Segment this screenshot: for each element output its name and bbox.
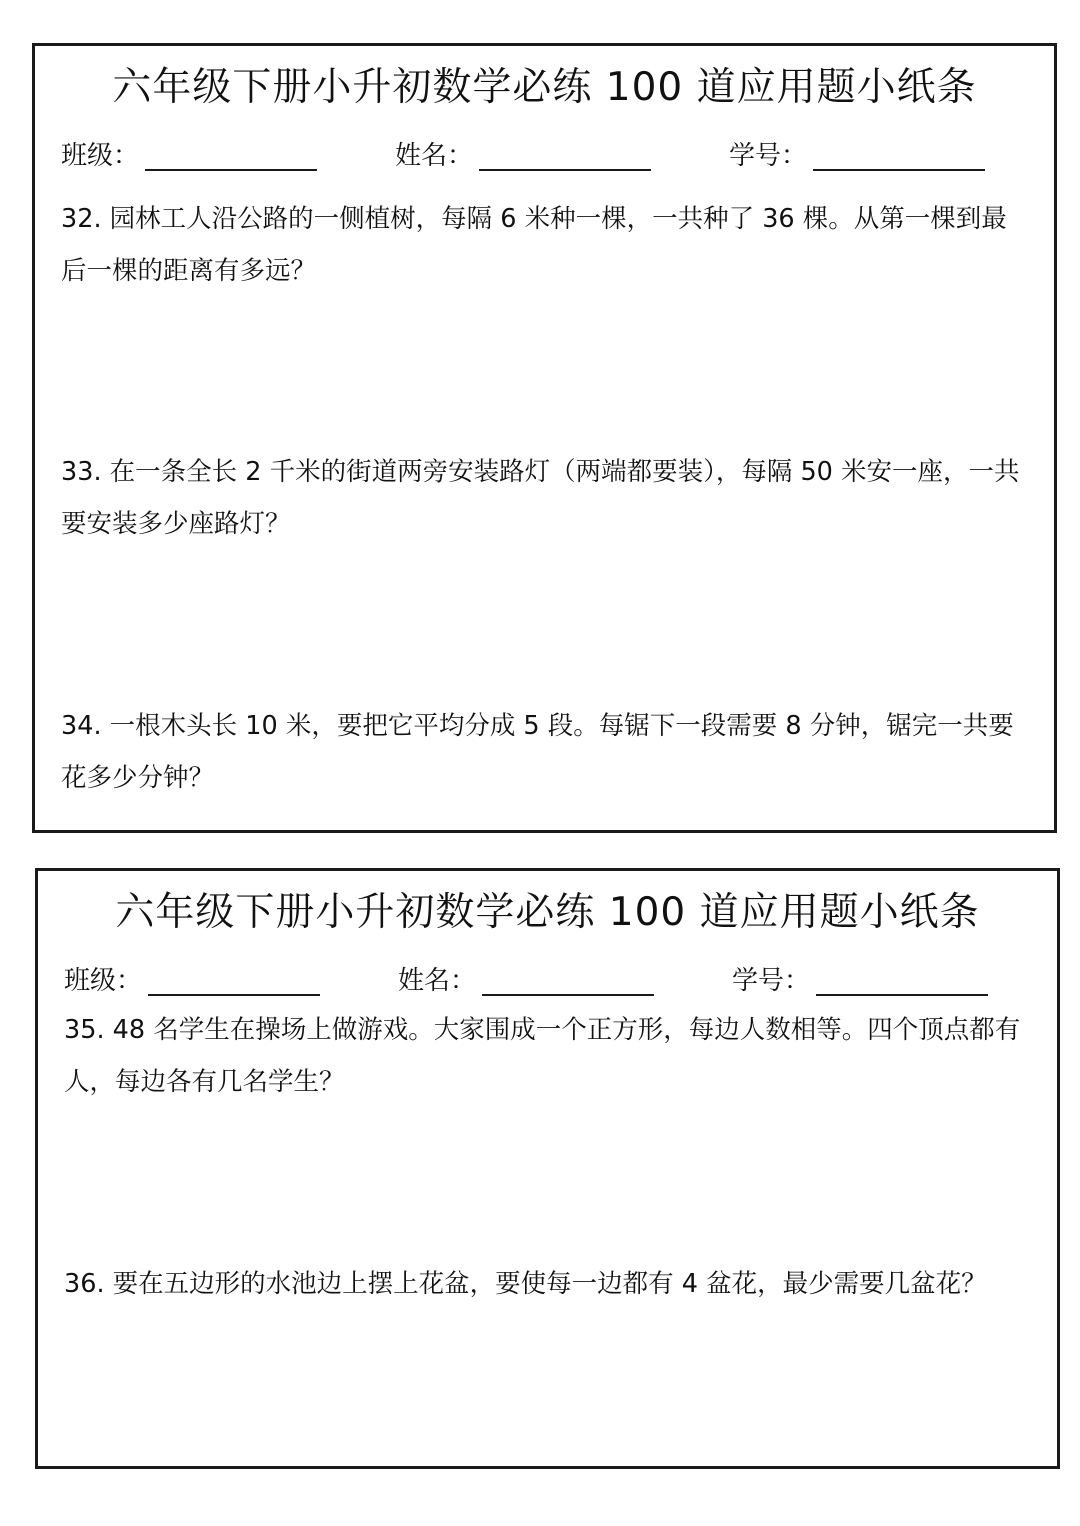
name-field	[395, 136, 651, 176]
question-35: 35. 48 名学生在操场上做游戏。大家围成一个正方形，每边人数相等。四个顶点都有人，每边各有几名学生？	[64, 1015, 1021, 1097]
class-blank-line[interactable]	[145, 136, 317, 171]
student-id-blank-line[interactable]	[813, 136, 985, 171]
class-blank-line[interactable]	[148, 961, 320, 996]
student-id-field	[732, 961, 988, 1001]
class-field	[61, 136, 317, 176]
student-id-label: 学号：	[732, 966, 811, 996]
student-info-row	[64, 961, 1031, 1001]
student-info-row	[61, 136, 1028, 176]
question-34: 34. 一根木头长 10 米，要把它平均分成 5 段。每锯下一段需要 8 分钟，锯完一共要花多少分钟？	[61, 711, 1014, 793]
student-id-label: 学号：	[729, 141, 808, 171]
student-id-blank-line[interactable]	[816, 961, 988, 996]
class-field	[64, 961, 320, 1001]
class-label: 班级：	[61, 141, 140, 171]
question-32: 32. 园林工人沿公路的一侧植树，每隔 6 米种一棵，一共种了 36 棵。从第一棵到最后一棵的距离有多远？	[61, 204, 1007, 286]
name-label: 姓名：	[395, 141, 474, 171]
name-blank-line[interactable]	[482, 961, 654, 996]
name-blank-line[interactable]	[479, 136, 651, 171]
class-label: 班级：	[64, 966, 143, 996]
name-field	[398, 961, 654, 1001]
worksheet-card	[32, 43, 1057, 833]
student-id-field	[729, 136, 985, 176]
question-33: 33. 在一条全长 2 千米的街道两旁安装路灯（两端都要装），每隔 50 米安一座，一共要安装多少座路灯？	[61, 457, 1020, 539]
worksheet-card	[35, 868, 1060, 1469]
worksheet-title: 六年级下册小升初数学必练 100 道应用题小纸条	[112, 65, 977, 110]
worksheet-title: 六年级下册小升初数学必练 100 道应用题小纸条	[115, 890, 980, 935]
question-36: 36. 要在五边形的水池边上摆上花盆，要使每一边都有 4 盆花，最少需要几盆花？	[64, 1269, 987, 1299]
name-label: 姓名：	[398, 966, 477, 996]
